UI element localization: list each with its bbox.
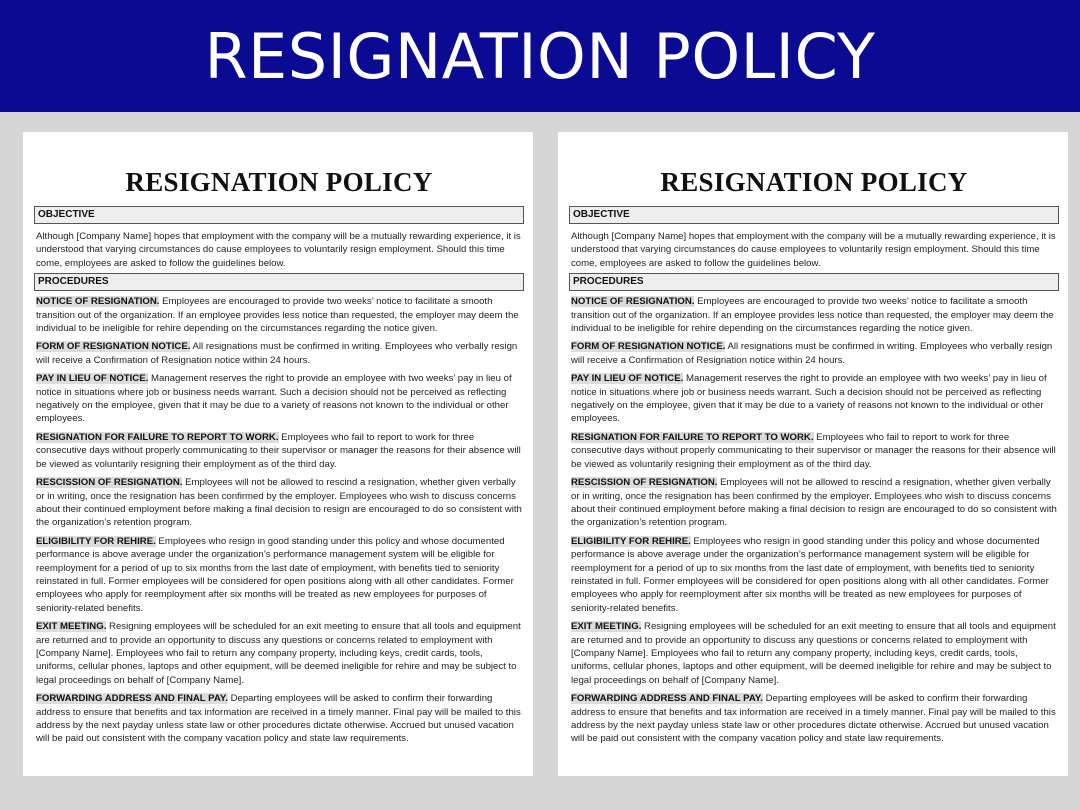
procedure-heading: RESCISSION OF RESIGNATION. xyxy=(36,477,183,489)
procedures-header: PROCEDURES xyxy=(34,273,524,291)
procedure-heading: PAY IN LIEU OF NOTICE. xyxy=(571,373,684,385)
procedure-text: Resigning employees will be scheduled for an exit meeting to ensure that all tools and equipment are returned and to provide an opportunity to discuss any questions or concerns related to employment with [Company Name]. Employees who fail to return any company property, including keys, credit cards, tools, uniforms, cellular phones, laptops and other equipment, will be deemed ineligible for rehire and may be subject to legal proceedings on behalf of [Company Name]. xyxy=(36,621,521,686)
objective-header: OBJECTIVE xyxy=(34,206,524,224)
procedure-heading: NOTICE OF RESIGNATION. xyxy=(571,296,695,308)
procedure-heading: ELIGIBILITY FOR REHIRE. xyxy=(36,535,156,547)
procedure-heading: ELIGIBILITY FOR REHIRE. xyxy=(571,535,691,547)
document-title: RESIGNATION POLICY xyxy=(660,167,968,197)
procedure-heading: NOTICE OF RESIGNATION. xyxy=(36,296,160,308)
procedure-text: Employees who resign in good standing under this policy and whose documented performance is above average under the organization’s performance management system will be eligible for reemployment for a period of up to six months from the last date of employment, with benefits tied to seniority reinstated in full. Former employees will be considered for open positions along with all other candidates. Former employees who apply for reemployment after six months will be treated as new employees for purposes of seniority-related benefits. xyxy=(571,535,1049,614)
procedure-text: Employees will not be allowed to rescind a resignation, whether given verbally or in writing, once the resignation has been confirmed by the employer. Employees who wish to discuss concerns about their continued employment before making a final decision to resign are encouraged to do so consistent with the organization’s retention program. xyxy=(36,477,522,529)
procedure-item xyxy=(36,295,522,335)
procedure-text: Employees who resign in good standing under this policy and whose documented performance is above average under the organization’s performance management system will be eligible for reemployment for a period of up to six months from the last date of employment, with benefits tied to seniority reinstated in full. Former employees will be considered for open positions along with all other candidates. Former employees who apply for reemployment after six months will be treated as new employees for purposes of seniority-related benefits. xyxy=(36,535,514,614)
procedure-text: Management reserves the right to provide an employee with two weeks’ pay in lieu of notice in situations where job or business needs warrant. Such a decision should not be perceived as reflecting negatively on the employee, given that it may be due to a variety of reasons not known to the individual or other employees. xyxy=(571,373,1047,425)
procedure-text: All resignations must be confirmed in writing. Employees who verbally resign will receive a Confirmation of Resignation notice within 24 hours. xyxy=(571,341,1053,366)
procedure-text: Employees are encouraged to provide two weeks’ notice to facilitate a smooth transition out of the organization. If an employee provides less notice than requested, the employer may deem the individual to be ineligible for rehire depending on the circumstances regarding the notice given. xyxy=(36,296,519,335)
procedure-item xyxy=(36,372,522,426)
procedure-item xyxy=(571,372,1057,426)
document-page-right xyxy=(558,132,1068,776)
procedure-heading: RESCISSION OF RESIGNATION. xyxy=(571,477,718,489)
procedure-text: All resignations must be confirmed in writing. Employees who verbally resign will receive a Confirmation of Resignation notice within 24 hours. xyxy=(36,341,518,366)
procedure-text: Employees who fail to report to work for three consecutive days without properly communicating to their supervisor or manager the reasons for their absence will be viewed as voluntarily resigning their employment as of the third day. xyxy=(571,431,1056,470)
procedure-item xyxy=(571,295,1057,335)
procedure-item xyxy=(36,340,522,367)
procedures-list xyxy=(569,295,1059,746)
procedure-heading: FORWARDING ADDRESS AND FINAL PAY. xyxy=(36,693,228,705)
objective-text: Although [Company Name] hopes that employment with the company will be a mutually rewarding experience, it is understood that varying circumstances do cause employees to voluntarily resign employment. Should this time come, employees are asked to follow the guidelines below. xyxy=(36,231,521,269)
procedure-item xyxy=(36,692,522,746)
procedure-item xyxy=(571,535,1057,615)
procedure-heading: EXIT MEETING. xyxy=(571,621,642,633)
procedure-item xyxy=(571,620,1057,687)
procedure-text: Employees are encouraged to provide two weeks’ notice to facilitate a smooth transition out of the organization. If an employee provides less notice than requested, the employer may deem the individual to be ineligible for rehire depending on the circumstances regarding the notice given. xyxy=(571,296,1054,335)
procedure-item xyxy=(571,340,1057,367)
procedure-text: Resigning employees will be scheduled for an exit meeting to ensure that all tools and equipment are returned and to provide an opportunity to discuss any questions or concerns related to employment with [Company Name]. Employees who fail to return any company property, including keys, credit cards, tools, uniforms, cellular phones, laptops and other equipment, will be deemed ineligible for rehire and may be subject to legal proceedings on behalf of [Company Name]. xyxy=(571,621,1056,686)
document-page-left xyxy=(23,132,533,776)
objective-header: OBJECTIVE xyxy=(569,206,1059,224)
procedure-text: Employees will not be allowed to rescind a resignation, whether given verbally or in writing, once the resignation has been confirmed by the employer. Employees who wish to discuss concerns about their continued employment before making a final decision to resign are encouraged to do so consistent with the organization’s retention program. xyxy=(571,477,1057,529)
procedure-text: Departing employees will be asked to confirm their forwarding address to ensure that benefits and tax information are received in a timely manner. Final pay will be mailed to this address by the next payday unless state law or other procedures dictate otherwise. Accrued but unused vacation will be paid out consistent with the company vacation policy and state law requirements. xyxy=(36,693,521,745)
procedure-item xyxy=(571,431,1057,471)
procedure-item xyxy=(571,692,1057,746)
procedures-list xyxy=(34,295,524,746)
procedure-text: Employees who fail to report to work for three consecutive days without properly communicating to their supervisor or manager the reasons for their absence will be viewed as voluntarily resigning their employment as of the third day. xyxy=(36,431,521,470)
procedure-heading: EXIT MEETING. xyxy=(36,621,107,633)
procedure-item xyxy=(571,476,1057,530)
procedure-heading: RESIGNATION FOR FAILURE TO REPORT TO WORK. xyxy=(571,431,814,443)
procedure-heading: FORWARDING ADDRESS AND FINAL PAY. xyxy=(571,693,763,705)
procedure-heading: FORM OF RESIGNATION NOTICE. xyxy=(36,341,191,353)
procedure-heading: FORM OF RESIGNATION NOTICE. xyxy=(571,341,726,353)
procedure-item xyxy=(36,431,522,471)
procedure-heading: PAY IN LIEU OF NOTICE. xyxy=(36,373,149,385)
procedure-text: Management reserves the right to provide an employee with two weeks’ pay in lieu of notice in situations where job or business needs warrant. Such a decision should not be perceived as reflecting negatively on the employee, given that it may be due to a variety of reasons not known to the individual or other employees. xyxy=(36,373,512,425)
banner-title: RESIGNATION POLICY xyxy=(0,0,1080,112)
procedure-item xyxy=(36,535,522,615)
procedure-heading: RESIGNATION FOR FAILURE TO REPORT TO WORK. xyxy=(36,431,279,443)
procedures-header: PROCEDURES xyxy=(569,273,1059,291)
objective-text: Although [Company Name] hopes that employment with the company will be a mutually rewarding experience, it is understood that varying circumstances do cause employees to voluntarily resign employment. Should this time come, employees are asked to follow the guidelines below. xyxy=(571,231,1056,269)
procedure-text: Departing employees will be asked to confirm their forwarding address to ensure that benefits and tax information are received in a timely manner. Final pay will be mailed to this address by the next payday unless state law or other procedures dictate otherwise. Accrued but unused vacation will be paid out consistent with the company vacation policy and state law requirements. xyxy=(571,693,1056,745)
document-title: RESIGNATION POLICY xyxy=(125,167,433,197)
procedure-item xyxy=(36,476,522,530)
procedure-item xyxy=(36,620,522,687)
